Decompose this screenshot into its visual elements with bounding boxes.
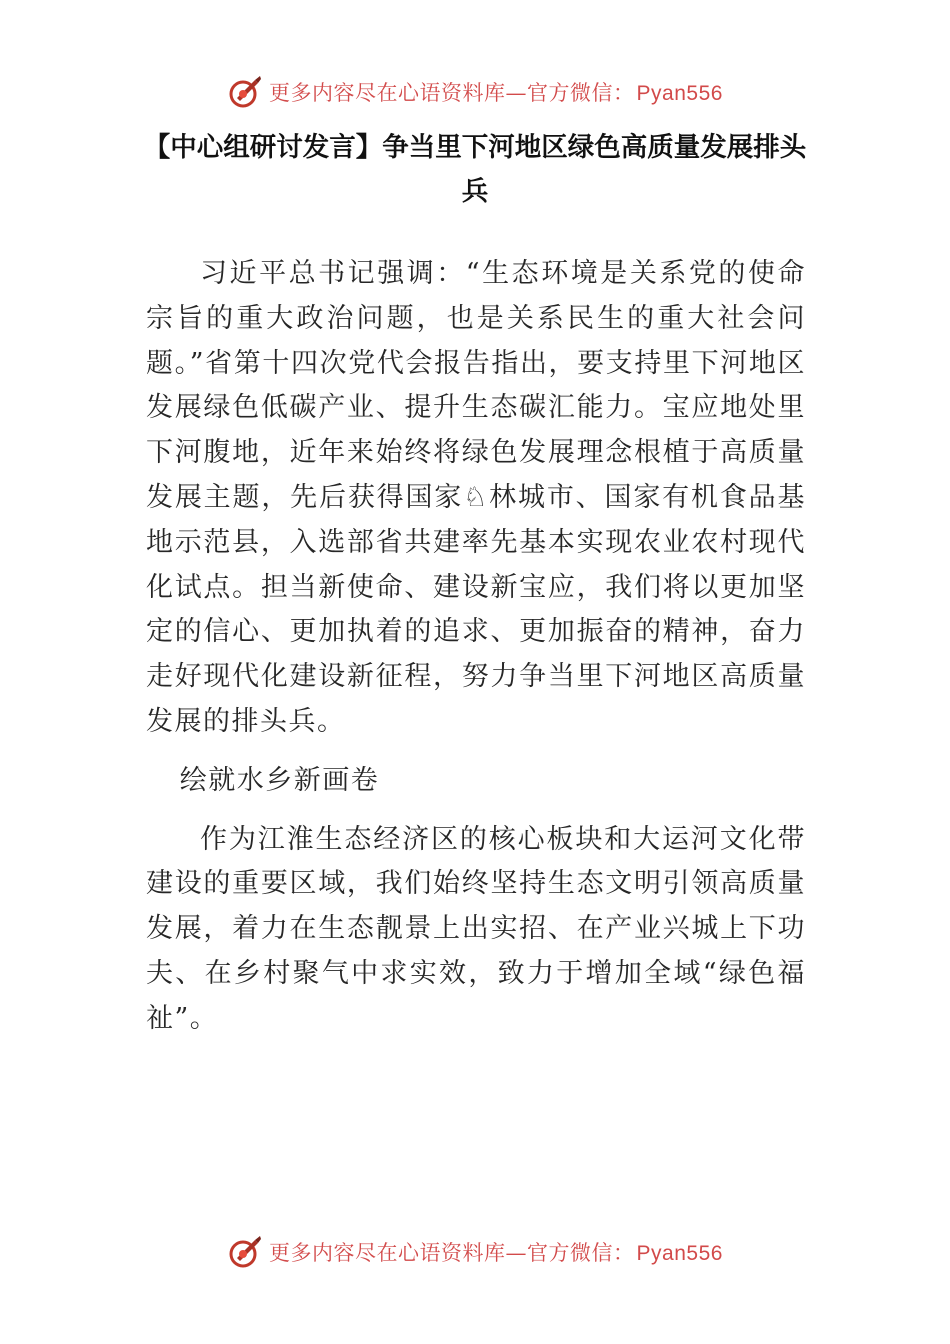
watermark-wechat-id: Pyan556	[636, 82, 723, 105]
document-title: 【中心组研讨发言】争当里下河地区绿色高质量发展排头兵	[143, 132, 807, 207]
header-watermark	[0, 72, 950, 112]
red-circle-pen-logo-icon	[227, 74, 263, 110]
watermark-text: 更多内容尽在心语资料库—官方微信：Pyan556	[269, 81, 723, 105]
footer-watermark	[0, 1232, 950, 1272]
watermark-text: 更多内容尽在心语资料库—官方微信：Pyan556	[269, 1241, 723, 1265]
document-body	[146, 252, 806, 1056]
watermark-wechat-id: Pyan556	[636, 1242, 723, 1265]
section-paragraph: 作为江淮生态经济区的核心板块和大运河文化带建设的重要区域，我们始终坚持生态文明引领高质量发展，着力在生态靓景上出实招、在产业兴城上下功夫、在乡村聚气中求实效，致力于增加全域“绿色福祉”。	[146, 823, 806, 1034]
red-circle-pen-logo-icon	[227, 1234, 263, 1270]
section-heading: 绘就水乡新画卷	[179, 764, 380, 796]
body-paragraph: 习近平总书记强调：“生态环境是关系党的使命宗旨的重大政治问题，也是关系民生的重大社会问题。”省第十四次党代会报告指出，要支持里下河地区发展绿色低碳产业、提升生态碳汇能力。宝应地处里下河腹地，近年来始终将绿色发展理念根植于高质量发展主题，先后获得国家♘林城市、国家有机食品基地示范县，入选部省共建率先基本实现农业农村现代化试点。担当新使命、建设新宝应，我们将以更加坚定的信心、更加执着的追求、更加振奋的精神，奋力走好现代化建设新征程，努力争当里下河地区高质量发展的排头兵。	[146, 258, 806, 737]
